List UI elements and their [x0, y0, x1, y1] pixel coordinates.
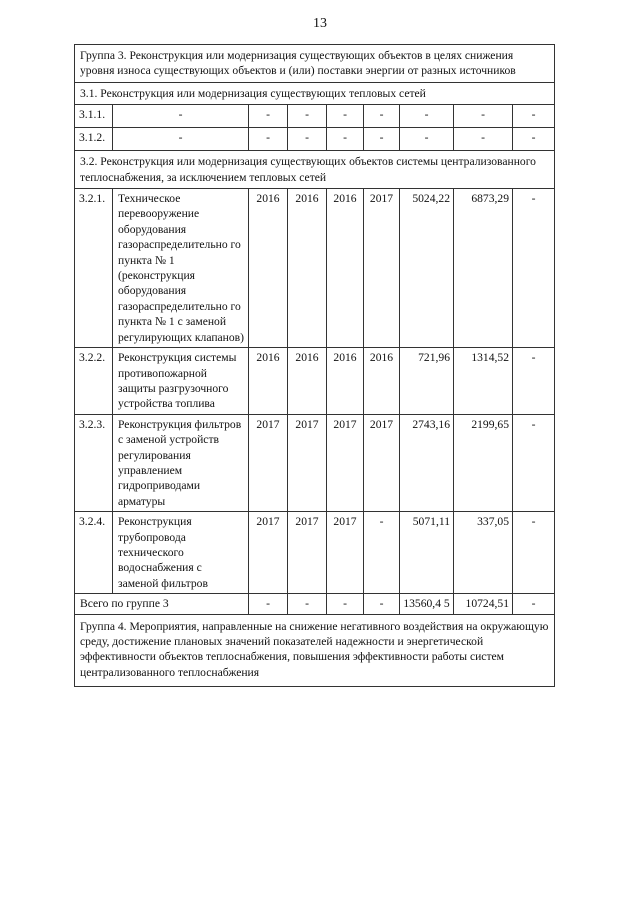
year-cell: 2016 [327, 189, 364, 348]
table-row [75, 128, 555, 151]
year-cell: 2017 [327, 512, 364, 594]
cell: - [249, 128, 288, 151]
year-cell: 2017 [364, 414, 400, 511]
value-cell: 2743,16 [400, 414, 454, 511]
value-cell: - [513, 414, 555, 511]
value-cell: 721,96 [400, 348, 454, 415]
investment-table [74, 44, 555, 687]
year-cell: 2017 [249, 414, 288, 511]
value-cell: - [513, 512, 555, 594]
project-name: Техническое перевооружение оборудования газораспределительно го пункта № 1 (реконструкция оборудования газораспределительно го пункта № 1 с заменой регулирующих клапанов) [113, 189, 249, 348]
year-cell: 2017 [249, 512, 288, 594]
row-number: 3.2.4. [75, 512, 113, 594]
year-cell: 2017 [288, 512, 327, 594]
row-number: 3.1.1. [75, 105, 113, 128]
subsection-3-1-title: 3.1. Реконструкция или модернизация существующих тепловых сетей [75, 82, 555, 104]
row-number: 3.1.2. [75, 128, 113, 151]
cell: - [454, 105, 513, 128]
year-cell: 2017 [288, 414, 327, 511]
year-cell: - [364, 594, 400, 614]
year-cell: - [288, 594, 327, 614]
table-row [75, 189, 555, 348]
value-cell: 5071,11 [400, 512, 454, 594]
year-cell: 2016 [249, 189, 288, 348]
row-number: 3.2.3. [75, 414, 113, 511]
project-name: Реконструкция системы противопожарной защиты разгрузочного устройства топлива [113, 348, 249, 415]
value-cell: 1314,52 [454, 348, 513, 415]
year-cell: - [364, 512, 400, 594]
cell: - [288, 105, 327, 128]
cell: - [113, 105, 249, 128]
value-cell: 5024,22 [400, 189, 454, 348]
total-row [75, 594, 555, 614]
year-cell: 2016 [249, 348, 288, 415]
value-cell: 6873,29 [454, 189, 513, 348]
subsection-3-2-row [75, 151, 555, 189]
cell: - [513, 105, 555, 128]
subsection-3-1-row [75, 82, 555, 104]
cell: - [113, 128, 249, 151]
total-label: Всего по группе 3 [75, 594, 249, 614]
year-cell: 2016 [327, 348, 364, 415]
year-cell: - [249, 594, 288, 614]
subsection-3-2-title: 3.2. Реконструкция или модернизация существующих объектов системы централизованного теплоснабжения, за исключением тепловых сетей [75, 151, 555, 189]
project-name: Реконструкция фильтров с заменой устройств регулирования управлением гидроприводами арматуры [113, 414, 249, 511]
cell: - [454, 128, 513, 151]
project-name: Реконструкция трубопровода технического водоснабжения с заменой фильтров [113, 512, 249, 594]
year-cell: 2016 [288, 348, 327, 415]
row-number: 3.2.2. [75, 348, 113, 415]
group4-header-row [75, 614, 555, 687]
value-cell: - [513, 189, 555, 348]
year-cell: 2017 [364, 189, 400, 348]
total-value-cell: - [513, 594, 555, 614]
cell: - [288, 128, 327, 151]
table-row [75, 105, 555, 128]
year-cell: 2016 [288, 189, 327, 348]
group4-title: Группа 4. Мероприятия, направленные на снижение негативного воздействия на окружающую среду, достижение плановых значений показателей надежности и энергетической эффективности объектов теплоснабжения, повышения эффективности работы систем централизованного теплоснабжения [75, 614, 555, 687]
value-cell: - [513, 348, 555, 415]
cell: - [327, 128, 364, 151]
value-cell: 2199,65 [454, 414, 513, 511]
table-row [75, 348, 555, 415]
total-value-cell: 10724,51 [454, 594, 513, 614]
cell: - [400, 128, 454, 151]
row-number: 3.2.1. [75, 189, 113, 348]
cell: - [400, 105, 454, 128]
table-row [75, 512, 555, 594]
year-cell: 2017 [327, 414, 364, 511]
year-cell: 2016 [364, 348, 400, 415]
cell: - [327, 105, 364, 128]
year-cell: - [327, 594, 364, 614]
page-number: 13 [313, 16, 327, 31]
group3-title: Группа 3. Реконструкция или модернизация существующих объектов в целях снижения уровня износа существующих объектов и (или) поставки энергии от разных источников [75, 45, 555, 83]
group3-header-row [75, 45, 555, 83]
cell: - [249, 105, 288, 128]
total-value-cell: 13560,4 5 [400, 594, 454, 614]
table-row [75, 414, 555, 511]
value-cell: 337,05 [454, 512, 513, 594]
cell: - [364, 105, 400, 128]
cell: - [364, 128, 400, 151]
cell: - [513, 128, 555, 151]
